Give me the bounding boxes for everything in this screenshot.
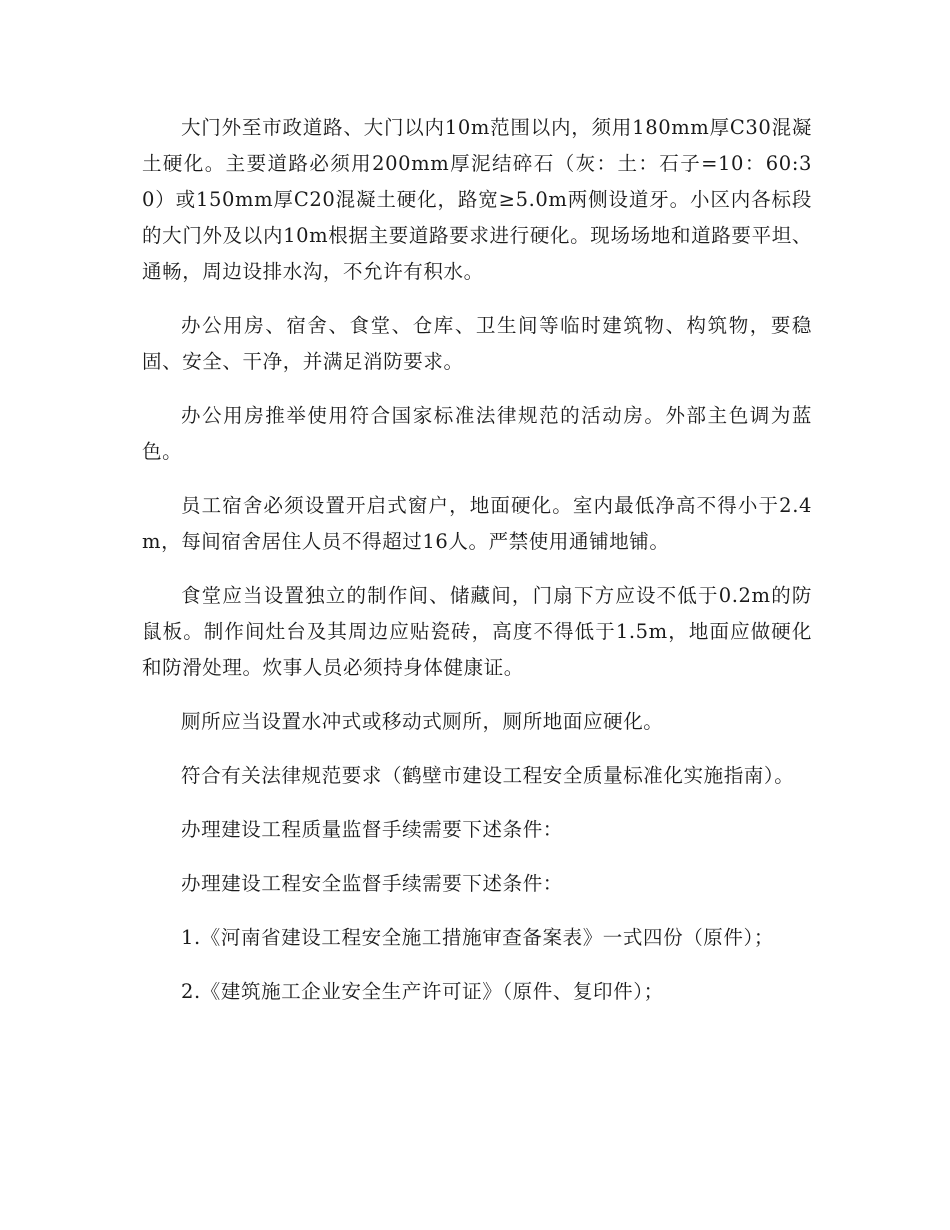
- paragraph-quality-supervision: 办理建设工程质量监督手续需要下述条件：: [181, 818, 563, 841]
- document-body: [142, 110, 812, 1028]
- paragraph-dormitory: 员工宿舍必须设置开启式窗户，地面硬化。室内最低净高不得小于2.4m，每间宿舍居住人员不得超过16人。严禁使用通铺地铺。: [142, 494, 812, 553]
- list-item-1: 1.《河南省建设工程安全施工措施审查备案表》一式四份（原件）；: [181, 926, 774, 949]
- paragraph-road-hardening: 大门外至市政道路、大门以内10m范围以内，须用180mm厚C30混凝土硬化。主要道路必须用200mm厚泥结碎石（灰：土：石子=10：60:30）或150mm厚C20混凝土硬化，路宽≥5.0m两侧设道牙。小区内各标段的大门外及以内10m根据主要道路要求进行硬化。现场场地和道路要平坦、通畅，周边设排水沟，不允许有积水。: [142, 116, 812, 283]
- paragraph-safety-supervision: 办理建设工程安全监督手续需要下述条件：: [181, 872, 563, 895]
- list-item-2: 2.《建筑施工企业安全生产许可证》（原件、复印件）；: [181, 980, 664, 1003]
- paragraph-office-housing: 办公用房推举使用符合国家标准法律规范的活动房。外部主色调为蓝色。: [142, 404, 812, 463]
- paragraph-canteen: 食堂应当设置独立的制作间、储藏间，门扇下方应设不低于0.2m的防鼠板。制作间灶台及其周边应贴瓷砖，高度不得低于1.5m，地面应做硬化和防滑处理。炊事人员必须持身体健康证。: [142, 584, 812, 679]
- paragraph-temporary-buildings: 办公用房、宿舍、食堂、仓库、卫生间等临时建筑物、构筑物，要稳固、安全、干净，并满足消防要求。: [142, 314, 812, 373]
- paragraph-regulations: 符合有关法律规范要求（鹤壁市建设工程安全质量标准化实施指南）。: [181, 764, 795, 787]
- paragraph-toilet: 厕所应当设置水冲式或移动式厕所，厕所地面应硬化。: [181, 710, 664, 733]
